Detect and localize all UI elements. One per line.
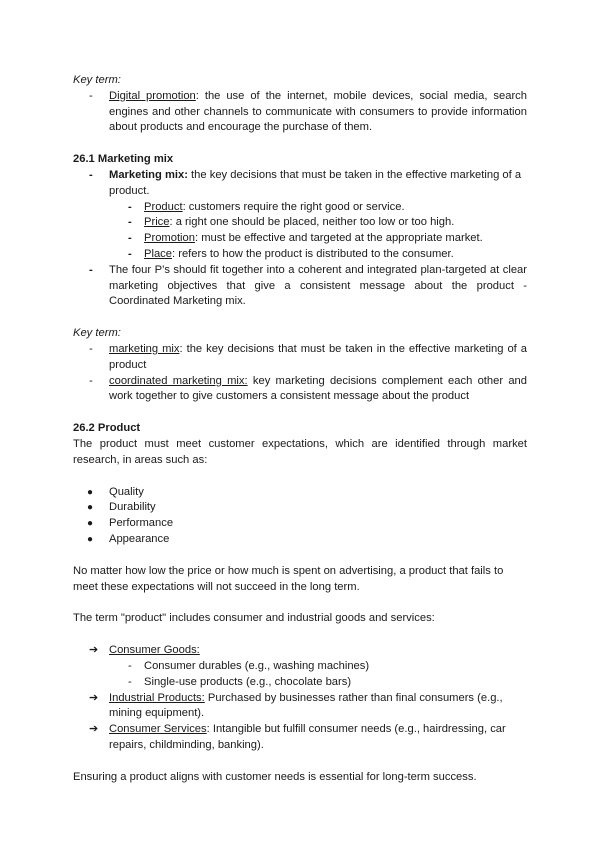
key-term-label: Key term: <box>73 327 121 340</box>
area-performance: Performance <box>109 517 174 530</box>
dash-marker: - <box>128 247 132 260</box>
category-term: Industrial Products: <box>109 691 205 704</box>
conclusion-paragraph: Ensuring a product aligns with customer needs is essential for long-term success. <box>73 770 477 783</box>
area-durability: Durability <box>109 501 156 514</box>
list-item <box>73 516 527 532</box>
key-term-item <box>73 374 527 406</box>
four-p-item <box>73 231 527 247</box>
dash-marker: - <box>128 659 132 672</box>
term-coordinated-marketing-mix: coordinated marketing mix: <box>109 374 248 387</box>
definition-text: the key decisions that must be taken in the effective marketing of a product. <box>109 168 522 197</box>
category-text: : Intangible but fulfill consumer needs (e.g., hairdressing, car repairs, childminding, banking). <box>109 723 506 751</box>
term-price: Price <box>144 216 170 229</box>
definition-text: key marketing decisions complement each other and work together to give customers a consistent message about the product <box>109 374 527 403</box>
definition-text: : the use of the internet, mobile devices, social media, search engines and other channels to communicate with consumers to provide information about products and encourage the purchase of them. <box>109 89 527 134</box>
arrow-right-icon: ➔ <box>89 691 99 704</box>
subitem <box>73 659 527 675</box>
bullet-icon: ● <box>87 486 94 498</box>
subitem <box>73 675 527 691</box>
dash-marker: - <box>128 200 132 213</box>
key-term-item <box>73 342 527 374</box>
term-digital-promotion: Digital promotion <box>109 89 196 102</box>
bullet-icon: ● <box>87 502 94 514</box>
definition-text: : a right one should be placed, neither too low or too high. <box>169 216 455 229</box>
list-item <box>73 500 527 516</box>
term-place: Place <box>144 247 172 260</box>
dash-marker: - <box>128 232 132 245</box>
bullet-icon: ● <box>87 518 94 530</box>
arrow-right-icon: ➔ <box>89 723 99 736</box>
coherent-note-text: The four P’s should fit together into a coherent and integrated plan-targeted at clear marketing objectives that give a consistent message about the product - Coordinated Marketing mix. <box>109 263 527 308</box>
list-item <box>73 485 527 501</box>
key-term-item <box>73 89 527 136</box>
dash-marker: - <box>89 89 93 102</box>
definition-text: : the key decisions that must be taken in the effective marketing of a product <box>109 342 527 371</box>
category-consumer-goods <box>73 643 527 659</box>
key-term-label: Key term: <box>73 74 121 86</box>
arrow-right-icon: ➔ <box>89 644 99 657</box>
section-heading-26-1: 26.1 Marketing mix <box>73 153 174 166</box>
four-p-item <box>73 247 527 263</box>
category-term: Consumer Services <box>109 723 207 736</box>
definition-text: : must be effective and targeted at the appropriate market. <box>195 232 483 245</box>
bullet-icon: ● <box>87 533 94 545</box>
term-marketing-mix-lower: marketing mix <box>109 342 180 355</box>
dash-marker: - <box>89 263 93 276</box>
category-term: Consumer Goods: <box>109 644 200 657</box>
four-p-item <box>73 215 527 231</box>
term-includes-paragraph: The term "product" includes consumer and industrial goods and services: <box>73 612 435 625</box>
dash-marker: - <box>128 216 132 229</box>
category-consumer-services <box>73 722 527 754</box>
four-p-item <box>73 200 527 216</box>
coherent-note-item <box>73 263 527 310</box>
definition-text: : refers to how the product is distributed to the consumer. <box>172 247 454 260</box>
term-product: Product <box>144 200 183 213</box>
no-matter-paragraph: No matter how low the price or how much is spent on advertising, a product that fails to meet these expectations will not succeed in the long term. <box>73 564 504 593</box>
category-text: Purchased by businesses rather than final consumers (e.g., mining equipment). <box>109 691 503 720</box>
list-item <box>73 532 527 548</box>
dash-marker: - <box>128 675 132 688</box>
definition-text: : customers require the right good or service. <box>182 200 405 213</box>
dash-marker: - <box>89 168 93 181</box>
dash-marker: - <box>89 342 93 355</box>
marketing-mix-item <box>73 168 527 200</box>
category-industrial-products <box>73 691 527 723</box>
subitem-text: Consumer durables (e.g., washing machines) <box>144 659 370 672</box>
dash-marker: - <box>89 374 93 387</box>
subitem-text: Single-use products (e.g., chocolate bars) <box>144 675 352 688</box>
section-heading-26-2: 26.2 Product <box>73 422 141 435</box>
term-marketing-mix: Marketing mix: <box>109 168 188 181</box>
area-quality: Quality <box>109 485 144 498</box>
term-promotion: Promotion <box>144 232 195 245</box>
product-intro: The product must meet customer expectations, which are identified through market research, in areas such as: <box>73 437 527 466</box>
area-appearance: Appearance <box>109 532 170 545</box>
